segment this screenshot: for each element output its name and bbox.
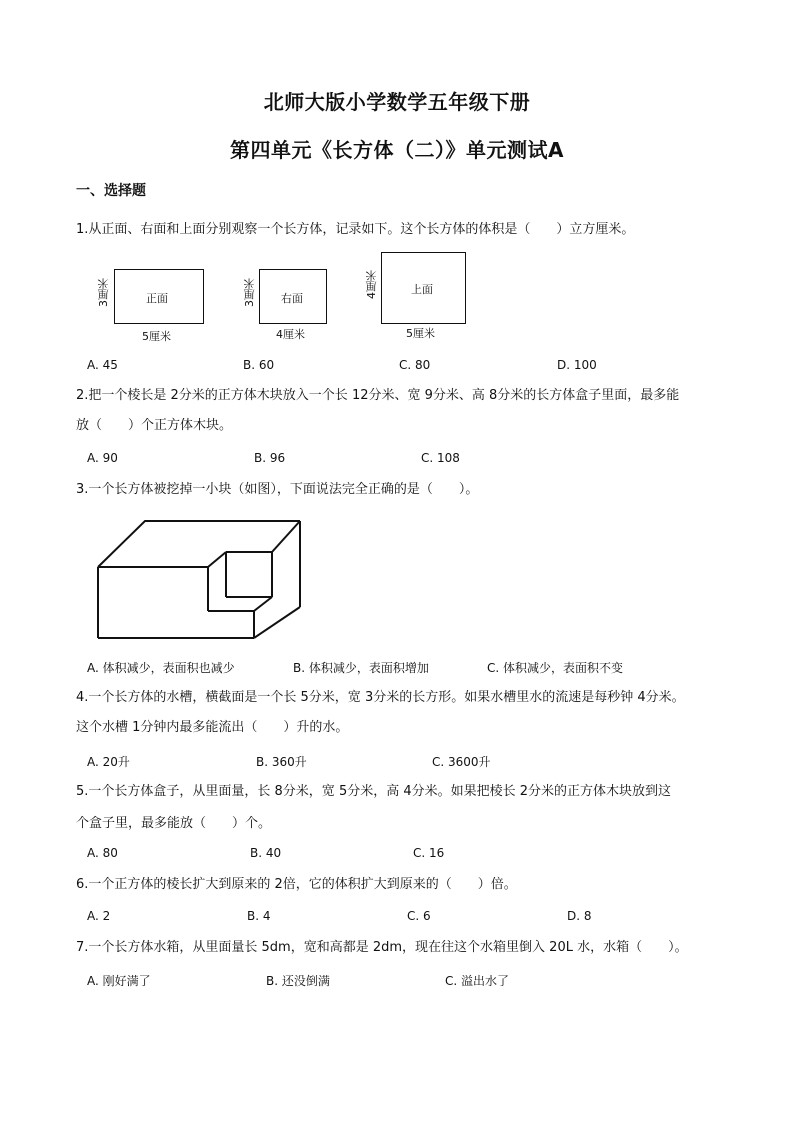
question-2-text-line2: 放（ ）个正方体木块。 <box>76 418 233 433</box>
q1-option-d[interactable]: D. 100 <box>557 358 597 372</box>
cuboid-with-notch-figure <box>90 515 310 645</box>
page-title: 北师大版小学数学五年级下册 <box>263 90 531 114</box>
q1-option-a[interactable]: A. 45 <box>87 358 118 372</box>
question-7-text: 7.一个长方体水箱，从里面量长 5dm，宽和高都是 2dm，现在往这个水箱里倒入 20L 水，水箱（ ）。 <box>76 940 688 955</box>
front-view-label: 正面 <box>146 292 168 305</box>
q1-option-c[interactable]: C. 80 <box>399 358 431 372</box>
q2-option-c[interactable]: C. 108 <box>421 451 460 465</box>
question-4-text-line2: 这个水槽 1分钟内最多能流出（ ）升的水。 <box>76 720 349 735</box>
question-3-text: 3.一个长方体被挖掉一小块（如图），下面说法完全正确的是（ ）。 <box>76 482 479 497</box>
q6-option-a[interactable]: A. 2 <box>87 909 111 923</box>
question-1-text: 1.从正面、右面和上面分别观察一个长方体，记录如下。这个长方体的体积是（ ）立方厘米。 <box>76 222 635 237</box>
section-heading: 一、选择题 <box>76 183 146 199</box>
question-5-text-line2: 个盒子里，最多能放（ ）个。 <box>76 816 272 831</box>
q3-option-b[interactable]: B. 体积减少，表面积增加 <box>293 661 429 675</box>
right-view-label: 右面 <box>281 292 303 305</box>
q4-option-a[interactable]: A. 20升 <box>87 755 130 769</box>
question-2-text-line1: 2.把一个棱长是 2分米的正方体木块放入一个长 12分米、宽 9分米、高 8分米的长方体盒子里面，最多能 <box>76 388 680 403</box>
top-view-height: 4厘米 <box>365 270 378 299</box>
q6-option-c[interactable]: C. 6 <box>407 909 431 923</box>
q3-option-c[interactable]: C. 体积减少，表面积不变 <box>487 661 624 675</box>
q2-option-b[interactable]: B. 96 <box>254 451 286 465</box>
q4-option-c[interactable]: C. 3600升 <box>432 755 491 769</box>
q1-option-b[interactable]: B. 60 <box>243 358 275 372</box>
q2-option-a[interactable]: A. 90 <box>87 451 118 465</box>
q7-option-b[interactable]: B. 还没倒满 <box>266 974 330 988</box>
q5-option-c[interactable]: C. 16 <box>413 846 445 860</box>
right-view-height: 3厘米 <box>243 278 256 307</box>
q7-option-c[interactable]: C. 溢出水了 <box>445 974 510 988</box>
q6-option-d[interactable]: D. 8 <box>567 909 592 923</box>
top-view-label: 上面 <box>411 283 433 296</box>
question-5-text-line1: 5.一个长方体盒子，从里面量，长 8分米，宽 5分米，高 4分米。如果把棱长 2分米的正方体木块放到这 <box>76 784 672 799</box>
q3-option-a[interactable]: A. 体积减少，表面积也减少 <box>87 661 235 675</box>
front-view-width: 5厘米 <box>142 330 171 343</box>
q6-option-b[interactable]: B. 4 <box>247 909 271 923</box>
page-subtitle: 第四单元《长方体（二）》单元测试A <box>230 138 564 162</box>
question-6-text: 6.一个正方体的棱长扩大到原来的 2倍，它的体积扩大到原来的（ ）倍。 <box>76 877 517 892</box>
front-view-height: 3厘米 <box>97 278 110 307</box>
q4-option-b[interactable]: B. 360升 <box>256 755 307 769</box>
top-view-width: 5厘米 <box>406 327 435 340</box>
q5-option-a[interactable]: A. 80 <box>87 846 118 860</box>
question-4-text-line1: 4.一个长方体的水槽，横截面是一个长 5分米，宽 3分米的长方形。如果水槽里水的流速是每秒钟 4分米。 <box>76 690 685 705</box>
q5-option-b[interactable]: B. 40 <box>250 846 282 860</box>
right-view-width: 4厘米 <box>276 328 305 341</box>
q7-option-a[interactable]: A. 刚好满了 <box>87 974 151 988</box>
